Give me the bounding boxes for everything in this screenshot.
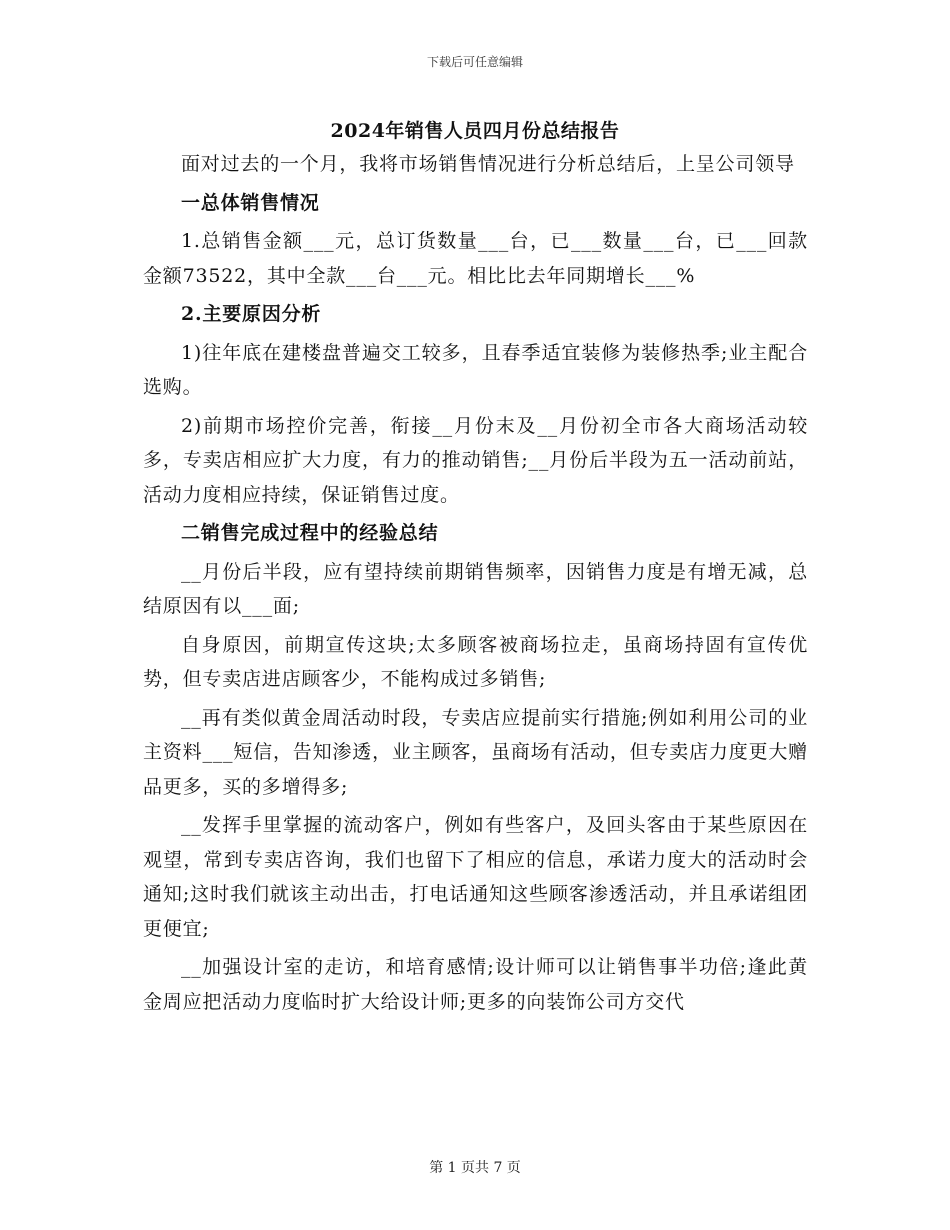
paragraph-experience-4: __发挥手里掌握的流动客户，例如有些客户，及回头客由于某些原因在观望，常到专卖店咨询，我们也留下了相应的信息，承诺力度大的活动时会通知;这时我们就该主动出击，打电话通知这些顾客渗透活动，并且承诺组团更便宜; — [143, 814, 808, 940]
section-heading-reason-analysis: 2.主要原因分析 — [181, 303, 322, 325]
paragraph-reason-1: 1)往年底在建楼盘普遍交工较多，且春季适宜装修为装修热季;业主配合选购。 — [143, 341, 808, 398]
page-footer: 第 1 页共 7 页 — [429, 1160, 521, 1176]
section-heading-overall-sales: 一总体销售情况 — [181, 191, 320, 214]
paragraph-experience-5: __加强设计室的走访，和培育感情;设计师可以让销售事半功倍;逢此黄金周应把活动力度临时扩大给设计师;更多的向装饰公司方交代 — [143, 956, 808, 1013]
paragraph-experience-2: 自身原因，前期宣传这块;太多顾客被商场拉走，虽商场持固有宣传优势，但专卖店进店顾客少，不能构成过多销售; — [143, 633, 808, 690]
paragraph-sales-figures: 1.总销售金额___元，总订货数量___台，已___数量___台，已___回款金额73522，其中全款___台___元。相比比去年同期增长___% — [143, 230, 808, 287]
paragraph-intro: 面对过去的一个月，我将市场销售情况进行分析总结后，上呈公司领导 — [181, 153, 795, 175]
document-title: 2024年销售人员四月份总结报告 — [330, 120, 620, 142]
paragraph-experience-1: __月份后半段，应有望持续前期销售频率，因销售力度是有增无减，总结原因有以___面; — [143, 560, 808, 617]
document-body — [143, 147, 808, 1023]
section-heading-experience-summary: 二销售完成过程中的经验总结 — [181, 522, 439, 544]
paragraph-experience-3: __再有类似黄金周活动时段，专卖店应提前实行措施;例如利用公司的业主资料___短信，告知渗透，业主顾客，虽商场有活动，但专卖店力度更大赠品更多，买的多增得多; — [143, 706, 808, 798]
page-header: 下载后可任意编辑 — [426, 55, 523, 69]
paragraph-reason-2: 2)前期市场控价完善，衔接__月份末及__月份初全市各大商场活动较多，专卖店相应扩大力度，有力的推动销售;__月份后半段为五一活动前站，活动力度相应持续，保证销售过度。 — [143, 414, 808, 506]
